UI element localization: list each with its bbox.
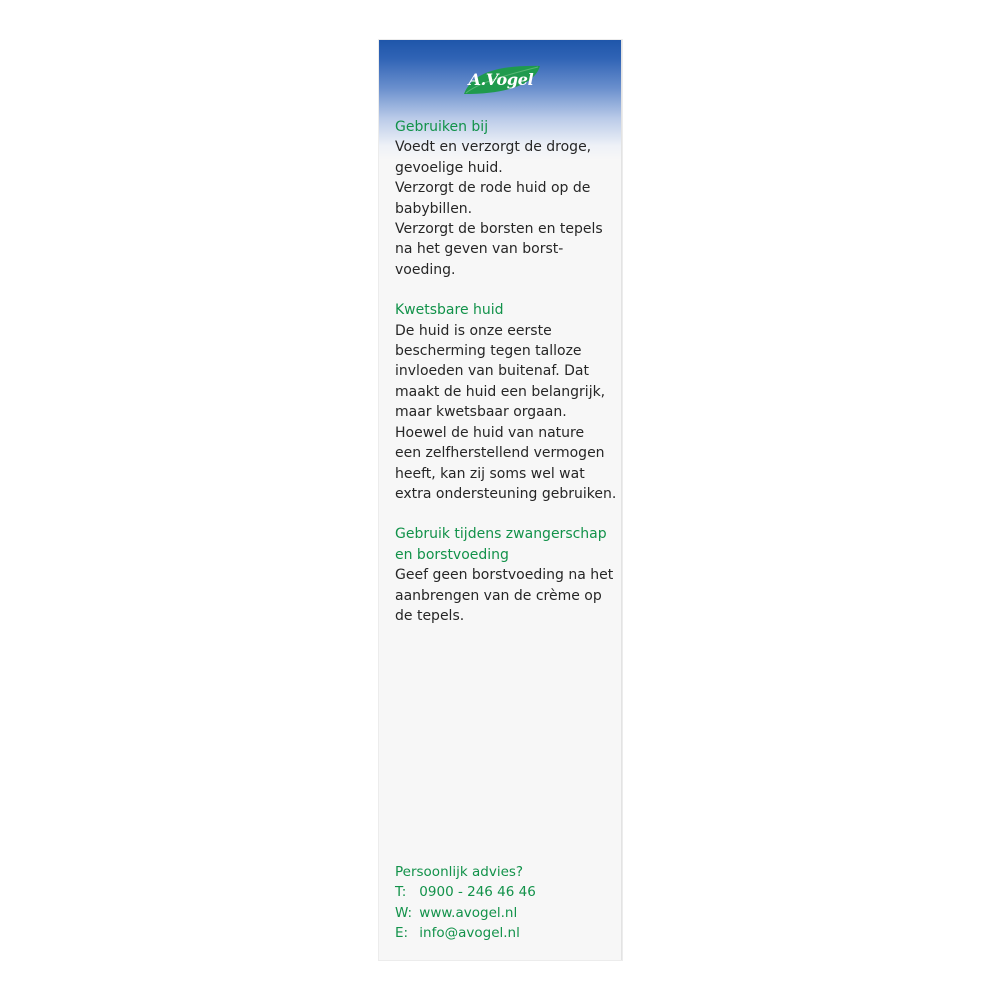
text-line: Voedt en verzorgt de droge, xyxy=(395,139,592,156)
package-side-panel xyxy=(379,40,622,960)
text-line: invloeden van buitenaf. Dat xyxy=(395,363,589,380)
text-line: voeding. xyxy=(395,261,456,278)
email-key: E: xyxy=(395,925,409,942)
section-gebruiken-bij xyxy=(395,117,617,280)
info-content xyxy=(395,117,617,646)
text-line: aanbrengen van de crème op xyxy=(395,587,602,604)
section-zwangerschap xyxy=(395,524,617,626)
text-line: De huid is onze eerste xyxy=(395,322,552,339)
text-line: na het geven van borst- xyxy=(395,241,564,258)
contact-web-row xyxy=(395,903,617,923)
text-line: Verzorgt de rode huid op de xyxy=(395,180,591,197)
text-line: Verzorgt de borsten en tepels xyxy=(395,221,603,238)
text-line: Geef geen borstvoeding na het xyxy=(395,567,614,584)
section-heading: Gebruik tijdens zwangerschap xyxy=(395,526,607,543)
phone-number[interactable]: 0900 - 246 46 46 xyxy=(419,884,536,901)
section-heading: en borstvoeding xyxy=(395,546,509,563)
text-line: extra ondersteuning gebruiken. xyxy=(395,485,617,502)
logo-text: A.Vogel xyxy=(468,70,534,89)
text-line: bescherming tegen talloze xyxy=(395,343,582,360)
text-line: maakt de huid een belangrijk, xyxy=(395,383,606,400)
section-heading: Kwetsbare huid xyxy=(395,302,504,319)
contact-block xyxy=(395,862,617,944)
text-line: een zelfherstellend vermogen xyxy=(395,445,605,462)
text-line: de tepels. xyxy=(395,607,465,624)
contact-email-row xyxy=(395,923,617,943)
text-line: heeft, kan zij soms wel wat xyxy=(395,465,585,482)
text-line: maar kwetsbaar orgaan. xyxy=(395,404,567,421)
contact-phone-row xyxy=(395,882,617,902)
website-link[interactable]: www.avogel.nl xyxy=(419,904,518,921)
phone-key: T: xyxy=(395,884,407,901)
section-heading: Gebruiken bij xyxy=(395,119,489,135)
email-link[interactable]: info@avogel.nl xyxy=(419,925,520,942)
section-kwetsbare-huid xyxy=(395,300,617,504)
text-line: Hoewel de huid van nature xyxy=(395,424,585,441)
contact-title: Persoonlijk advies? xyxy=(395,864,524,880)
web-key: W: xyxy=(395,904,413,921)
text-line: babybillen. xyxy=(395,200,473,217)
avogel-logo xyxy=(458,63,544,97)
text-line: gevoelige huid. xyxy=(395,159,503,176)
